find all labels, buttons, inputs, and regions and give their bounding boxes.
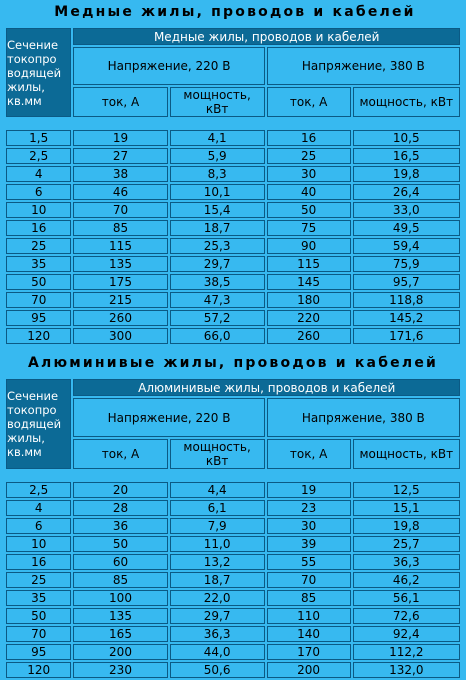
current-220-cell: 175 [73,274,167,290]
table-title: Медные жилы, проводов и кабелей [73,28,460,45]
table-row [6,608,460,624]
power-220-cell: 44,0 [170,644,265,660]
power-380-cell: 171,6 [353,328,460,344]
cross-section-cell: 35 [6,590,71,606]
power-220-cell: 5,9 [170,148,265,164]
current-header-380: ток, А [267,87,351,117]
current-220-cell: 135 [73,256,167,272]
cross-section-cell: 35 [6,256,71,272]
cross-section-cell: 25 [6,572,71,588]
power-380-cell: 49,5 [353,220,460,236]
power-220-cell: 29,7 [170,608,265,624]
table-row [6,256,460,272]
current-380-cell: 180 [267,292,351,308]
table-row [6,238,460,254]
current-380-cell: 19 [267,482,351,498]
table-row [6,518,460,534]
power-header-220: мощность, кВт [170,439,265,469]
table-row [6,166,460,182]
cross-section-cell: 10 [6,536,71,552]
current-380-cell: 140 [267,626,351,642]
table-row [6,590,460,606]
power-header-220: мощность, кВт [170,87,265,117]
table-row [6,130,460,146]
power-220-cell: 15,4 [170,202,265,218]
table-row [6,292,460,308]
current-380-cell: 110 [267,608,351,624]
table-row [6,328,460,344]
power-380-cell: 75,9 [353,256,460,272]
cross-section-cell: 95 [6,644,71,660]
power-380-cell: 25,7 [353,536,460,552]
section-header-cell: Сечение токопро водящей жилы, кв.мм [6,28,71,117]
cross-section-cell: 4 [6,500,71,516]
current-220-cell: 165 [73,626,167,642]
power-header-380: мощность, кВт [353,87,460,117]
power-220-cell: 50,6 [170,662,265,678]
current-220-cell: 50 [73,536,167,552]
current-380-cell: 16 [267,130,351,146]
header-gap [6,119,460,128]
current-220-cell: 85 [73,220,167,236]
cross-section-cell: 70 [6,626,71,642]
header-gap [6,471,460,480]
power-220-cell: 47,3 [170,292,265,308]
power-220-cell: 13,2 [170,554,265,570]
current-220-cell: 230 [73,662,167,678]
power-380-cell: 33,0 [353,202,460,218]
power-220-cell: 57,2 [170,310,265,326]
current-220-cell: 38 [73,166,167,182]
copper-section-title: Медные жилы, проводов и кабелей [54,4,416,20]
aluminum-table-body [6,482,460,678]
power-380-cell: 10,5 [353,130,460,146]
power-380-cell: 15,1 [353,500,460,516]
cross-section-cell: 2,5 [6,148,71,164]
current-220-cell: 70 [73,202,167,218]
current-380-cell: 220 [267,310,351,326]
power-380-cell: 26,4 [353,184,460,200]
cross-section-cell: 2,5 [6,482,71,498]
table-row [6,148,460,164]
power-380-cell: 19,8 [353,166,460,182]
table-row [6,536,460,552]
voltage-220-header: Напряжение, 220 В [73,398,264,437]
table-row [6,220,460,236]
cross-section-cell: 10 [6,202,71,218]
current-220-cell: 135 [73,608,167,624]
current-220-cell: 60 [73,554,167,570]
section-header-cell: Сечение токопро водящей жилы, кв.мм [6,379,71,469]
table-row [6,482,460,498]
power-380-cell: 132,0 [353,662,460,678]
power-380-cell: 19,8 [353,518,460,534]
current-220-cell: 27 [73,148,167,164]
current-header-220: ток, А [73,439,167,469]
power-220-cell: 7,9 [170,518,265,534]
cross-section-cell: 16 [6,554,71,570]
current-380-cell: 85 [267,590,351,606]
power-380-cell: 56,1 [353,590,460,606]
current-380-cell: 115 [267,256,351,272]
current-380-cell: 40 [267,184,351,200]
aluminum-table [4,377,462,680]
current-380-cell: 260 [267,328,351,344]
current-380-cell: 50 [267,202,351,218]
power-380-cell: 36,3 [353,554,460,570]
current-220-cell: 200 [73,644,167,660]
table-row [6,184,460,200]
power-220-cell: 36,3 [170,626,265,642]
current-380-cell: 39 [267,536,351,552]
power-380-cell: 16,5 [353,148,460,164]
power-220-cell: 11,0 [170,536,265,552]
current-220-cell: 100 [73,590,167,606]
current-220-cell: 28 [73,500,167,516]
cross-section-cell: 50 [6,608,71,624]
cross-section-cell: 70 [6,292,71,308]
cross-section-cell: 1,5 [6,130,71,146]
current-380-cell: 145 [267,274,351,290]
power-220-cell: 38,5 [170,274,265,290]
table-row [6,554,460,570]
current-380-cell: 200 [267,662,351,678]
current-380-cell: 170 [267,644,351,660]
current-380-cell: 30 [267,518,351,534]
cross-section-cell: 16 [6,220,71,236]
power-220-cell: 25,3 [170,238,265,254]
power-380-cell: 12,5 [353,482,460,498]
current-220-cell: 36 [73,518,167,534]
current-380-cell: 75 [267,220,351,236]
current-220-cell: 19 [73,130,167,146]
current-220-cell: 115 [73,238,167,254]
current-380-cell: 25 [267,148,351,164]
power-220-cell: 18,7 [170,572,265,588]
voltage-380-header: Напряжение, 380 В [267,398,460,437]
power-380-cell: 72,6 [353,608,460,624]
power-380-cell: 145,2 [353,310,460,326]
table-row [6,202,460,218]
power-220-cell: 18,7 [170,220,265,236]
current-380-cell: 30 [267,166,351,182]
cross-section-cell: 4 [6,166,71,182]
power-220-cell: 22,0 [170,590,265,606]
table-row [6,626,460,642]
copper-table-body [6,130,460,344]
power-380-cell: 118,8 [353,292,460,308]
power-220-cell: 8,3 [170,166,265,182]
power-220-cell: 4,4 [170,482,265,498]
table-row [6,310,460,326]
table-row [6,572,460,588]
table-row [6,500,460,516]
cross-section-cell: 120 [6,662,71,678]
cross-section-cell: 6 [6,184,71,200]
current-220-cell: 85 [73,572,167,588]
aluminum-section-title: Алюминивые жилы, проводов и кабелей [27,355,439,371]
cross-section-cell: 50 [6,274,71,290]
current-header-380: ток, А [267,439,351,469]
voltage-220-header: Напряжение, 220 В [73,47,264,85]
current-220-cell: 46 [73,184,167,200]
power-380-cell: 46,2 [353,572,460,588]
power-220-cell: 6,1 [170,500,265,516]
current-header-220: ток, А [73,87,167,117]
cross-section-cell: 25 [6,238,71,254]
power-220-cell: 10,1 [170,184,265,200]
table-row [6,274,460,290]
cross-section-cell: 6 [6,518,71,534]
current-380-cell: 70 [267,572,351,588]
copper-table [4,26,462,346]
cross-section-cell: 95 [6,310,71,326]
power-380-cell: 95,7 [353,274,460,290]
current-380-cell: 55 [267,554,351,570]
power-380-cell: 92,4 [353,626,460,642]
current-380-cell: 90 [267,238,351,254]
current-380-cell: 23 [267,500,351,516]
table-row [6,662,460,678]
current-220-cell: 215 [73,292,167,308]
voltage-380-header: Напряжение, 380 В [267,47,460,85]
power-380-cell: 59,4 [353,238,460,254]
current-220-cell: 20 [73,482,167,498]
current-220-cell: 300 [73,328,167,344]
power-220-cell: 29,7 [170,256,265,272]
power-380-cell: 112,2 [353,644,460,660]
cross-section-cell: 120 [6,328,71,344]
power-220-cell: 4,1 [170,130,265,146]
current-220-cell: 260 [73,310,167,326]
power-220-cell: 66,0 [170,328,265,344]
table-title: Алюминивые жилы, проводов и кабелей [73,379,460,396]
table-row [6,644,460,660]
power-header-380: мощность, кВт [353,439,460,469]
